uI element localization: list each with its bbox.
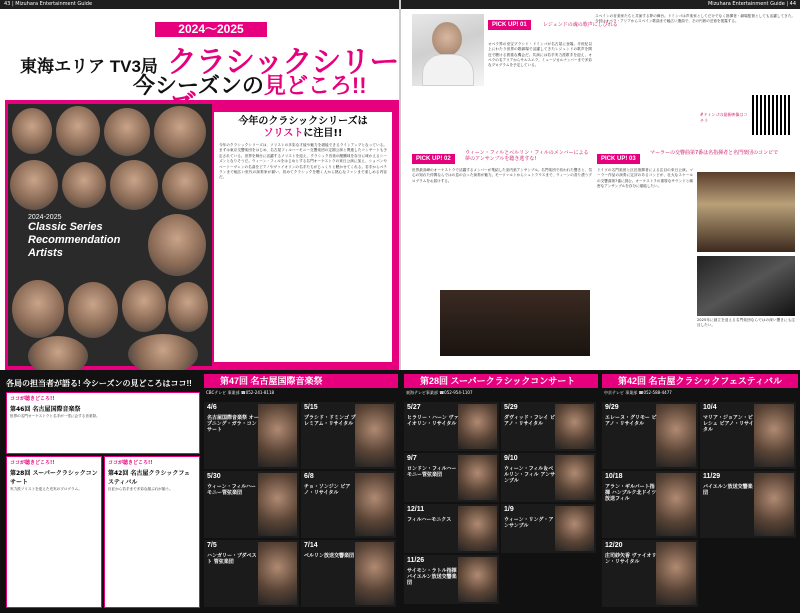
portrait-head [432,22,462,56]
intro-heading-suffix: に注目!! [303,128,343,139]
concert-item [602,471,698,538]
subtitle-prefix: 今シーズンの [133,73,264,98]
artist-photo [122,280,166,332]
concert-item [404,504,499,553]
artist-photo [62,162,106,208]
festival-2-title: 第28回 スーパークラシックコンサート [404,374,598,388]
concert-name: ウィーン・フィル＆ベルリン・フィル アンサンブル [504,466,556,484]
concert-date: 5/29 [504,404,518,411]
concert-item [301,540,396,607]
artist-photo [110,160,158,210]
concert-date: 11/29 [703,473,721,480]
concert-date: 10/4 [703,404,717,411]
concert-date: 5/27 [407,404,421,411]
performer-photo [656,473,696,536]
performer-photo [458,404,497,449]
collage-line: Classic Series [28,221,103,233]
intro-heading-accent: ソリスト [263,128,304,139]
concert-item [204,540,299,607]
conductor-photo [697,256,795,316]
concert-item [301,471,396,538]
performer-photo [555,506,594,551]
concert-date: 9/10 [504,455,518,462]
concert-name: アラン・ギルバート指揮 ハンブルク北ドイツ放送フィル [605,484,657,502]
collage-years: 2024-2025 [28,214,62,221]
artist-photo [162,162,208,210]
broadcaster-label: 東海エリア TV3局 [20,57,158,76]
artist-photo [10,160,58,210]
performer-photo [754,473,794,536]
page-header-right: Mizuhara Entertainment Guide | 44 [401,0,800,9]
concert-name: サイモン・ラトル指揮 バイエルン放送交響楽団 [407,568,457,586]
performer-photo [458,506,497,551]
guide-banner: 各局の担当者が語る! 今シーズンの見どころはココ!! [6,379,192,388]
concert-item [404,555,499,604]
artist-photo [12,280,64,338]
artist-photo [68,282,118,338]
performer-photo [355,542,394,605]
concert-item [204,402,299,469]
guide-box-3 [104,456,200,608]
intro-heading [219,116,387,140]
orchestra-photo [697,172,795,252]
concert-name: 庄司紗矢香 ヴァイオリン・リサイタル [605,553,657,565]
artist-photo [128,334,198,374]
pickup1-photo [412,14,484,86]
artist-photo [148,214,206,276]
pickup1-side-text: スペインの音楽家たちと共演する夢の舞台。ドミンゴは声楽家としてだけでなく指揮者・劇場監督としても活躍してきた。今回はオペラ・アリアからスペイン歌曲まで幅広い選曲で、その円熟の芸術を披露する。 [595,14,795,24]
performer-photo [258,404,297,467]
concert-item [700,471,796,538]
performer-photo [258,473,297,536]
concert-name: ベルリン放送交響楽団 [304,553,355,559]
artist-photo [104,108,150,156]
concert-date: 4/6 [207,404,217,411]
concert-name: チョ・ソンジン ピアノ・リサイタル [304,484,351,496]
guide-box-head: ココが聴きどころ!! [108,460,153,466]
season-year: 2024～2025 [155,22,267,37]
artist-photo [154,106,206,158]
concert-name: ダヴィッド・フレイ ピアノ・リサイタル [504,415,555,427]
guide-box-title: 第46回 名古屋国際音楽祭 [10,406,81,413]
pickup2-tag: PICK UP! 02 [412,154,455,164]
pickup3-headline: マーラーの交響曲第7番は名指揮者と名門楽団のコンビで [650,150,779,156]
artist-collage [8,104,212,366]
pickup1-body: オペラ界の至宝プラシド・ドミンゴが名古屋に登場。半世紀以上にわたり世界の歌劇場で活躍してきたレジェンドの歌声を間近で聴ける貴重な機会だ。共演には若手実力派歌手を迎え、オペラの名アリアからサルスエラ、ミュージカルナンバーまで多彩なプログラムを予定している。 [488,42,592,68]
guide-box-body: 実力派ソリストを迎えた充実のプログラム。 [10,487,82,491]
concert-name: ロンドン・フィルハーモニー管弦楽団 [407,466,457,478]
page-subtitle [133,69,367,100]
guide-box-head: ココが聴きどころ!! [10,460,55,466]
guide-box-body: 世界の名門オーケストラと名手が一堂に会する音楽祭。 [10,414,100,418]
guide-box-body: 巨匠から若手まで多彩な顔ぶれが揃う。 [108,487,173,491]
festival-2-contact: 東海テレビ事業部 ☎052-954-1107 [406,390,473,395]
intro-heading-line1: 今年のクラシックシリーズは [238,116,368,127]
collage-line: Artists [28,247,63,259]
concert-name: ウィーン・リング・アンサンブル [504,517,554,529]
guide-box-2 [6,456,102,608]
concert-date: 5/30 [207,473,221,480]
guide-box-1 [6,392,200,454]
collage-title [28,214,138,260]
concert-date: 9/7 [407,455,417,462]
festival-1-title: 第47回 名古屋国際音楽祭 [204,374,398,388]
concert-name: プラシド・ドミンゴ プレミアム・リサイタル [304,415,356,427]
concert-date: 11/26 [407,557,425,564]
concert-item [602,402,698,469]
concert-item [700,402,796,469]
qr-code-icon[interactable] [752,95,792,135]
page-header-left: 43 | Mizuhara Entertainment Guide [0,0,399,9]
concert-item [602,540,698,607]
performer-photo [258,542,297,605]
concert-item [204,471,299,538]
concert-name: 名古屋国際音楽祭 オープニング・ガラ・コンサート [207,415,259,433]
performer-photo [656,404,696,467]
concert-date: 5/15 [304,404,318,411]
concert-date: 6/8 [304,473,314,480]
concert-date: 9/29 [605,404,619,411]
qr-caption: #ドミンゴの最新映像はコチラ [700,112,748,123]
festival-1-contact: CBCテレビ 事業部 ☎052-241-8118 [206,390,275,395]
concert-item [501,453,596,502]
concert-date: 7/14 [304,542,318,549]
ensemble-photo [440,290,590,356]
concert-name: ハンガリー・ブダペスト 管弦楽団 [207,553,257,565]
performer-photo [555,455,594,500]
concert-name: バイエルン放送交響楽団 [703,484,753,496]
concert-item [501,402,596,451]
concert-date: 12/11 [407,506,425,513]
guide-box-title: 第28回 スーパークラシックコンサート [10,470,98,486]
page-title: クラシックシリー [167,46,399,79]
concert-name: エレーヌ・グリモー ピアノ・リサイタル [605,415,657,427]
portrait-body [422,54,474,86]
concert-item [501,504,596,553]
guide-box-title: 第42回 名古屋クラシックフェスティバル [108,470,191,486]
performer-photo [458,455,497,500]
intro-body: 今年のクラシックシリーズは、ソリストの多彩な才能や魅力を堪能できるラインアップとなっている。まずは東京交響楽団をはじめ、名古屋フィルハーモニー交響楽団の定期公演と関連したコンサートも予定されている。世界を舞台に活躍するソリストを迎え、クラシック音楽の醍醐味を存分に味わえるシーズンとなりそうだ。ウィーン・フィルをはじめとする名門オーケストラの来日公演に加え、ショパンやベートーヴェンの名曲をピアノやヴァイオリンの名手たちがじっくりと聴かせてくれる。若手からベテランまで幅広い世代の演奏家が揃い、初めてクラシックを聴く人から熱心なファンまで楽しめる内容だ。 [219,143,387,180]
title-block [5,12,400,98]
concert-date: 10/18 [605,473,623,480]
concert-name: ヒラリー・ハーン ヴァイオリン・リサイタル [407,415,459,427]
pickup3-tag: PICK UP! 03 [597,154,640,164]
concert-name: フィルハーモニクス [407,517,452,523]
performer-photo [555,404,594,449]
pickup2-body: 世界最高峰のオーケストラで活躍するメンバーが集結した室内楽アンサンブル。名門楽団で培われた響きと、気心の知れた仲間ならではの息の合った演奏が魅力。モーツァルトからシュトラウスまで、ウィーンの香り漂うプログラムをお届けする。 [412,168,592,183]
performer-photo [355,404,394,467]
concert-date: 7/5 [207,542,217,549]
artist-photo [56,106,100,156]
concert-name: ウィーン・フィルハーモニー管弦楽団 [207,484,256,496]
guide-box-head: ココが聴きどころ!! [10,396,55,402]
collage-line: Recommendation [28,234,121,246]
performer-photo [458,557,497,602]
artist-photo [168,282,208,332]
intro-article [214,112,392,362]
pickup3-side-text: 2025年に創立を迎える名門楽団ならではの深い響きにも注目したい。 [697,318,795,328]
performer-photo [754,404,794,467]
festival-3-contact: 中京テレビ 事業部 ☎052-588-4477 [604,390,672,395]
artist-photo [12,108,52,154]
concert-date: 12/20 [605,542,623,549]
performer-photo [355,473,394,536]
concert-item [404,402,499,451]
pickup1-tag: PICK UP! 01 [488,20,531,30]
subtitle-accent: 見どころ!! [263,73,367,98]
performer-photo [656,542,696,605]
concert-item [301,402,396,469]
pickup2-headline: ウィーン・フィルとベルリン・フィルのメンバーによる夢のアンサンブルを聴き逃すな! [465,150,589,162]
pickup3-body: ドイツの名門楽団と巨匠指揮者による注目の来日公演。マーラー作品の演奏に定評のあるコンビが、壮大なスケールの交響曲第7番に挑む。オーケストラの重厚なサウンドと緻密なアンサンブルを存分に堪能したい。 [597,168,693,188]
concert-date: 1/9 [504,506,514,513]
concert-item [404,453,499,502]
concert-name: マリア・ジョアン・ピレシュ ピアノ・リサイタル [703,415,754,433]
festival-3-title: 第42回 名古屋クラシックフェスティバル [602,374,798,388]
pickup1-headline: レジェンドの魂の歌声にしびれる [543,22,618,28]
